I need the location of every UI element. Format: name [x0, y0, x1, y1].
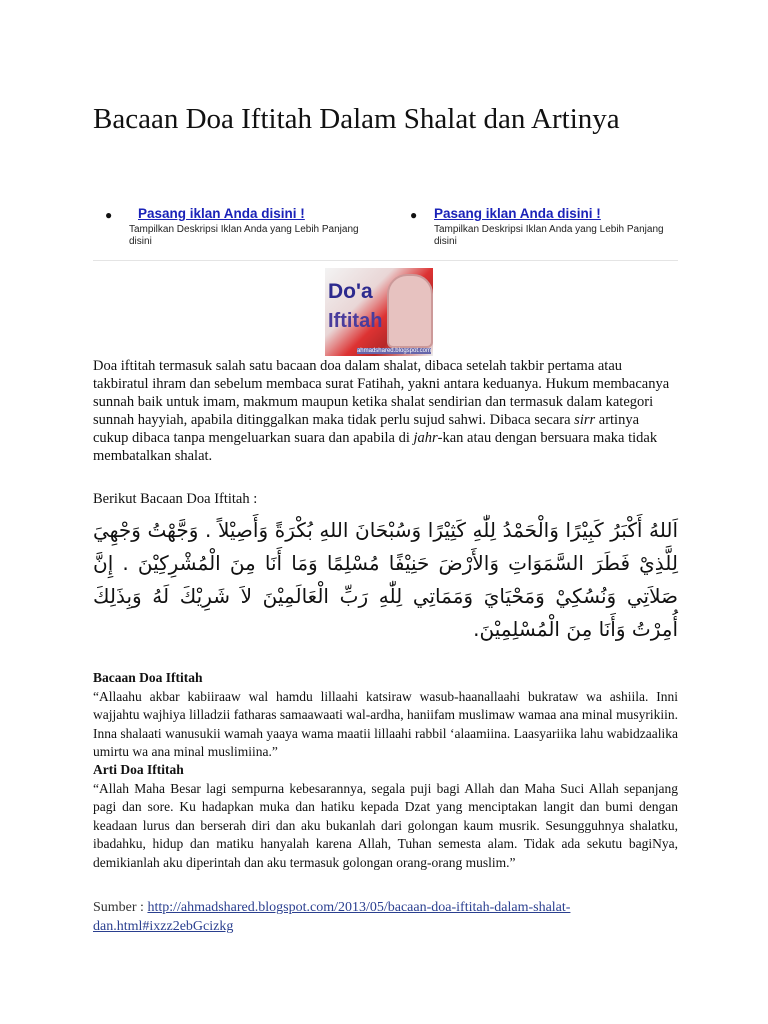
bullet-icon: ●: [105, 208, 113, 222]
arabic-text: اَللهُ أَكْبَرُ كَبِيْرًا وَالْحَمْدُ لِلّٰهِ كَثِيْرًا وَسُبْحَانَ اللهِ بُكْرَةً وَأَصِيْلاً . وَجَّهْتُ وَجْهِيَ لِلَّذِيْ فَطَرَ السَّمَوَاتِ وَالأَرْضَ حَنِيْفًا مُسْلِمًا وَمَا أَنَا مِنَ الْمُشْرِكِيْنَ . إِنَّ صَلاَتِي وَنُسُكِيْ وَمَحْيَايَ وَمَمَاتِي لِلّٰهِ رَبِّ الْعَالَمِيْنَ لاَ شَرِيْكَ لَهُ وَبِذَلِكَ أُمِرْتُ وَأَنَا مِنَ الْمُسْلِمِيْنَ.: [93, 518, 678, 641]
lead-text: Berikut Bacaan Doa Iftitah :: [93, 491, 258, 507]
doa-iftitah-image: [325, 268, 433, 356]
image-caption-2: Iftitah: [328, 310, 383, 332]
source: [93, 898, 653, 936]
arti-heading: Arti Doa Iftitah: [93, 762, 184, 777]
term-sirr: sirr: [574, 412, 596, 428]
ad-item: [410, 206, 680, 248]
bacaan-heading: Bacaan Doa Iftitah: [93, 670, 203, 685]
intro-text: -kan atau dengan bersuara maka tidak membatalkan shalat.: [93, 430, 658, 464]
source-label: Sumber :: [93, 900, 148, 915]
ad-description: Tampilkan Deskripsi Iklan Anda yang Lebih Panjang disini: [129, 224, 359, 247]
bullet-icon: ●: [410, 208, 418, 222]
intro-text: Doa iftitah termasuk salah satu bacaan doa dalam shalat, dibaca setelah takbir pertama atau takbiratul ihram dan sebelum membaca surat Fatihah, yakni antara keduanya. Hukum membacanya sunnah baik untuk imam, makmum maupun ketika shalat sendirian dan termasuk dalam kategori sunnah hayyiah, apabila ditinggalkan maka tidak perlu sujud sahwi. Dibaca secara: [93, 358, 670, 428]
image-watermark: ahmadshared.blogspot.com: [356, 348, 431, 354]
figure-illustration: [387, 274, 433, 348]
ad-link[interactable]: Pasang iklan Anda disini !: [434, 206, 601, 221]
image-caption-1: Do'a: [328, 280, 373, 303]
term-jahr: jahr: [413, 430, 438, 446]
bacaan-text: “Allaahu akbar kabiiraaw wal hamdu lillaahi katsiraw wasub-haanallaahi bukrataw wa ashiila. Inni wajjahtu wajhiya lilladzii fatharas samaawaati wal-ardha, haniifam muslimaw wamaa ana minal musyrikiin. Inna shalaati wanusukii wamah yaaya wama maatii lillaahi rabbil ‘alaamiina. Laasyariika lahu wabidzaalika umirtu wa ana minal muslimiina.”: [93, 688, 678, 759]
ad-link[interactable]: Pasang iklan Anda disini !: [138, 206, 305, 221]
ad-item: [105, 206, 375, 248]
source-link[interactable]: http://ahmadshared.blogspot.com/2013/05/bacaan-doa-iftitah-dalam-shalat-dan.html#ixzz2ebGcizkg: [93, 900, 571, 934]
arti-text: “Allah Maha Besar lagi sempurna kebesarannya, segala puji bagi Allah dan Maha Suci Allah sepanjang pagi dan sore. Ku hadapkan muka dan hatiku kepada Dzat yang menciptakan langit dan bumi dengan keadaan lurus dan berserah diri dan aku bukanlah dari golongan kaum musrik. Sesungguhnya shalatku, ibadahku, hidup dan matiku hanyalah karena Allah, Tuhan semesta alam. Tidak ada sekutu bagiNya, demikianlah aku diperintah dan aku termasuk golongan orang-orang muslim.”: [93, 780, 678, 870]
intro-text: artinya cukup dibaca tanpa mengeluarkan suara dan apabila di: [93, 412, 640, 446]
page-title: Bacaan Doa Iftitah Dalam Shalat dan Artinya: [93, 103, 620, 135]
ad-description: Tampilkan Deskripsi Iklan Anda yang Lebih Panjang disini: [434, 224, 664, 247]
bacaan-section: [93, 669, 678, 762]
divider: [93, 260, 678, 261]
arti-section: [93, 761, 678, 872]
intro-paragraph: [93, 357, 678, 465]
